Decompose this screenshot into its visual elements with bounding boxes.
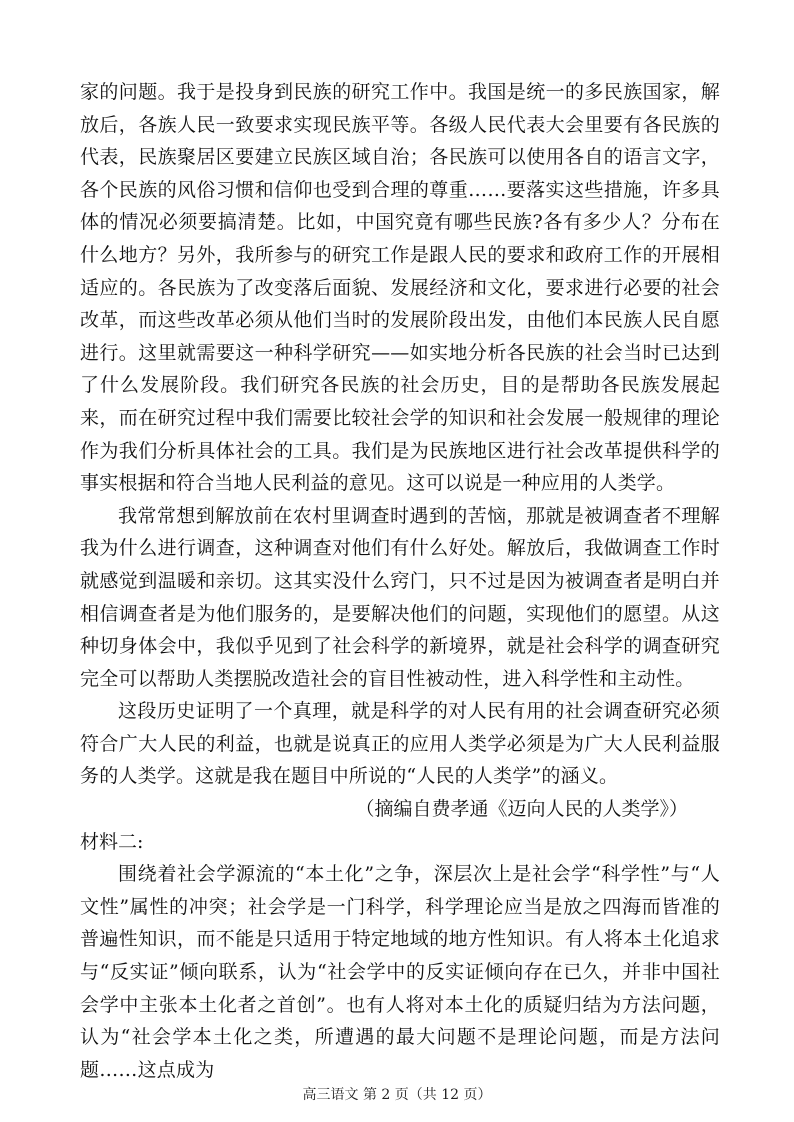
document-body <box>80 76 720 1086</box>
page-footer: 高三语文 第 2 页（共 12 页） <box>302 1087 492 1103</box>
paragraph-survey: 我常常想到解放前在农村里调查时遇到的苦恼，那就是被调查者不理解我为什么进行调查，这种调查对他们有什么好处。解放后，我做调查工作时就感觉到温暖和亲切。这其实没什么窍门，只不过是因为被调查者是明白并相信调查者是为他们服务的，是要解决他们的问题，实现他们的愿望。从这种切身体会中，我似乎见到了社会科学的新境界，就是社会科学的调查研究完全可以帮助人类摆脱改造社会的盲目性被动性，进入科学性和主动性。 <box>80 504 720 690</box>
material-two-paragraph: 围绕着社会学源流的“本土化”之争，深层次上是社会学“科学性”与“人文性”属性的冲突；社会学是一门科学，科学理论应当是放之四海而皆准的普遍性知识，而不能是只适用于特定地域的地方性知识。有人将本土化追求与“反实证”倾向联系，认为“社会学中的反实证倾向存在已久，并非中国社会学中主张本土化者之首创”。也有人将对本土化的质疑归结为方法问题，认为“社会学本土化之类，所遭遇的最大问题不是理论问题，而是方法问题……这点成为 <box>80 863 720 1081</box>
paragraph-conclusion: 这段历史证明了一个真理，就是科学的对人民有用的社会调查研究必须符合广大人民的利益，也就是说真正的应用人类学必须是为广大人民利益服务的人类学。这就是我在题目中所说的“人民的人类学”的涵义。 <box>80 700 720 788</box>
source-citation: （摘编自费孝通《迈向人民的人类学》） <box>355 798 688 821</box>
material-two-label: 材料二: <box>80 830 144 853</box>
paragraph-continued: 家的问题。我于是投身到民族的研究工作中。我国是统一的多民族国家，解放后，各族人民一致要求实现民族平等。各级人民代表大会里要有各民族的代表，民族聚居区要建立民族区域自治；各民族可以使用各自的语言文字，各个民族的风俗习惯和信仰也受到合理的尊重……要落实这些措施，许多具体的情况必须要搞清楚。比如，中国究竟有哪些民族?各有多少人？分布在什么地方？另外，我所参与的研究工作是跟人民的要求和政府工作的开展相适应的。各民族为了改变落后面貌、发展经济和文化，要求进行必要的社会改革，而这些改革必须从他们当时的发展阶段出发，由他们本民族人民自愿进行。这里就需要这一种科学研究——如实地分析各民族的社会当时已达到了什么发展阶段。我们研究各民族的社会历史，目的是帮助各民族发展起来，而在研究过程中我们需要比较社会学的知识和社会发展一般规律的理论作为我们分析具体社会的工具。我们是为民族地区进行社会改革提供科学的事实根据和符合当地人民利益的意见。这可以说是一种应用的人类学。 <box>80 81 720 495</box>
